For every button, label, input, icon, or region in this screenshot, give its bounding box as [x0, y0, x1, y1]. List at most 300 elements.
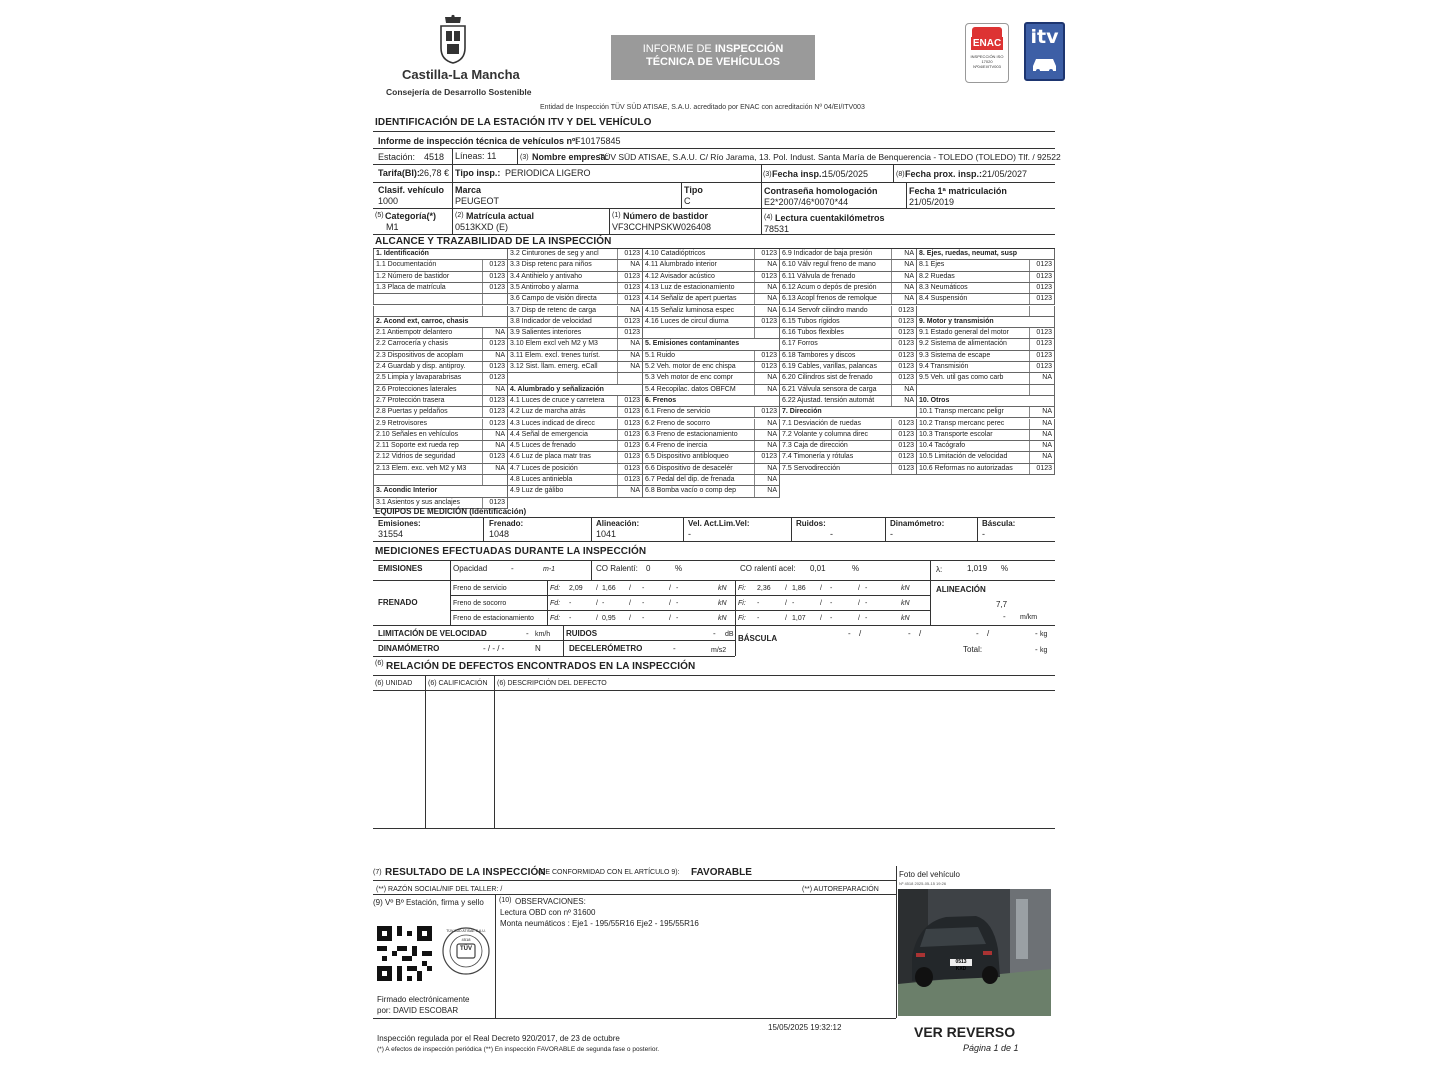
scope-item-value: 0123: [1036, 283, 1052, 291]
scope-item: [508, 362, 643, 373]
scope-value-divider: [891, 249, 892, 260]
scope-item: [373, 373, 508, 384]
scope-item-label: 4.12 Avisador acústico: [645, 272, 715, 280]
banner-text-2: TÉCNICA DE VEHÍCULOS: [645, 56, 781, 68]
brake-separator: /: [820, 585, 822, 592]
scope-item: [508, 260, 643, 271]
regulation-text: Inspección regulada por el Real Decreto 920/2017, de 23 de octubre: [377, 1034, 620, 1043]
homolog-value: E2*2007/46*0070*44: [764, 197, 849, 207]
scope-item-value: 0123: [489, 419, 505, 427]
lines-value: 11: [487, 151, 497, 161]
vin-label: Número de bastidor: [623, 211, 709, 221]
scope-item-label: 3.5 Antirrobo y alarma: [510, 283, 579, 291]
scope-item-value: NA: [767, 283, 777, 291]
brake-fd-value: -: [676, 585, 679, 592]
scope-item: [508, 407, 643, 418]
brake-separator: /: [596, 615, 598, 622]
scope-item: [508, 475, 643, 486]
equipment-title: EQUIPOS DE MEDICIÓN (Identificación): [375, 507, 527, 516]
scope-item-label: 6.1 Freno de servicio: [645, 408, 711, 416]
scope-item-value: 0123: [1036, 351, 1052, 359]
photo-label: Foto del vehículo: [899, 870, 960, 879]
defects-desc-label: (6) DESCRIPCIÓN DEL DEFECTO: [497, 680, 607, 687]
identification-title: IDENTIFICACIÓN DE LA ESTACIÓN ITV Y DEL VEHÍCULO: [375, 117, 652, 128]
scope-value-divider: [754, 407, 755, 418]
scope-value-divider: [617, 373, 618, 384]
itv-logo: [1024, 22, 1065, 81]
scope-item-label: 7.1 Desviación de ruedas: [782, 419, 861, 427]
scope-item-label: 3.7 Disp de retenc de carga: [510, 306, 596, 314]
scope-item: [643, 351, 780, 362]
scope-item-label: 3.3 Disp retenc para niños: [510, 261, 592, 269]
scope-value-divider: [891, 272, 892, 283]
measurements-title: MEDICIONES EFECTUADAS DURANTE LA INSPECCIÓN: [375, 546, 647, 557]
scope-value-divider: [617, 306, 618, 317]
scope-item: [508, 373, 643, 384]
scope-item-value: NA: [1042, 430, 1052, 438]
scope-item-value: NA: [904, 295, 914, 303]
page-number: Página 1 de 1: [963, 1043, 1019, 1053]
scope-value-divider: [754, 441, 755, 452]
scope-item: [508, 317, 643, 328]
scope-item-label: 9.1 Estado general del motor: [919, 329, 1009, 337]
scope-item-value: 0123: [898, 453, 914, 461]
brake-separator: /: [785, 615, 787, 622]
scope-value-divider: [617, 249, 618, 260]
m-decel-label: DECELERÓMETRO: [569, 644, 643, 653]
scope-item: [373, 464, 508, 475]
eq-bascula-value: -: [982, 529, 985, 539]
scope-item: [643, 385, 780, 396]
eq-emisiones-label: Emisiones:: [378, 519, 421, 528]
m-servicio-label: Freno de servicio: [453, 585, 507, 592]
scope-item-label: 4.16 Luces de circul diurna: [645, 317, 729, 325]
scope-item-value: 0123: [1036, 340, 1052, 348]
scope-item-label: 6.18 Tambores y discos: [782, 351, 856, 359]
scope-item-label: 2.9 Retrovisores: [376, 419, 427, 427]
scope-item-label: 2.13 Elem. exc. veh M2 y M3: [376, 464, 467, 472]
scope-item-value: NA: [767, 487, 777, 495]
stamp-top-text: TÜV SÜD ATISAE S.A.U.: [446, 929, 486, 933]
eq-frenado-label: Frenado:: [489, 519, 524, 528]
eq-velocidad-value: -: [688, 529, 691, 539]
scope-item-label: 10.6 Reformas no autorizadas: [919, 464, 1013, 472]
scope-item: [643, 430, 780, 441]
scope-value-divider: [482, 475, 483, 486]
m-limitacion-label: LIMITACIÓN DE VELOCIDAD: [378, 629, 487, 638]
m-bascula-unit: kg: [1040, 631, 1048, 638]
scope-item-label: 6.8 Bomba vacío o comp dep: [645, 487, 737, 495]
scope-value-divider: [482, 373, 483, 384]
brake-fi-value: 1,07: [792, 615, 806, 622]
brake-fd-label: Fd:: [550, 615, 561, 622]
m-total-unit: kg: [1040, 647, 1048, 654]
brake-fd-value: -: [642, 600, 645, 607]
scope-item: [373, 317, 508, 328]
scope-item: [780, 339, 917, 350]
timestamp: 15/05/2025 19:32:12: [768, 1023, 842, 1032]
scope-item-label: 1.3 Placa de matrícula: [376, 283, 446, 291]
scope-item-label: 1.1 Documentación: [376, 261, 437, 269]
scope-value-divider: [754, 351, 755, 362]
stamp-number: 4518: [461, 937, 471, 942]
scope-value-divider: [617, 475, 618, 486]
scope-item-label: 6.10 Válv regul freno de mano: [782, 261, 876, 269]
type-insp-value: PERIODICA LIGERO: [505, 168, 591, 178]
scope-item-label: 6.13 Acopl frenos de remolque: [782, 295, 877, 303]
scope-item-value: 0123: [1036, 261, 1052, 269]
scope-item-label: 9.3 Sistema de escape: [919, 351, 991, 359]
brake-fd-value: -: [569, 600, 572, 607]
vin-ref: (1): [612, 212, 621, 219]
scope-value-divider: [617, 362, 618, 373]
plate-ref: (2): [455, 212, 464, 219]
scope-item-label: 5.1 Ruido: [645, 351, 675, 359]
scope-item-value: 0123: [898, 374, 914, 382]
scope-item: [780, 385, 917, 396]
scope-item-label: 4.11 Alumbrado interior: [645, 261, 717, 269]
scope-value-divider: [891, 419, 892, 430]
scope-value-divider: [617, 351, 618, 362]
lines-label: Líneas:: [455, 151, 485, 161]
scope-item: [917, 294, 1055, 305]
scope-value-divider: [1029, 464, 1030, 475]
m-alineacion-label: ALINEACIÓN: [936, 585, 986, 594]
scope-item-value: 0123: [898, 419, 914, 427]
scope-value-divider: [617, 260, 618, 271]
scope-item: [917, 430, 1055, 441]
brake-fd-value: -: [676, 615, 679, 622]
vin-value: VF3CCHNPSKW026408: [612, 222, 712, 232]
scope-item-label: 5. Emisiones contaminantes: [645, 340, 740, 348]
scope-item: [780, 407, 917, 418]
scope-item: [643, 362, 780, 373]
brake-fi-label: Fi:: [738, 600, 746, 607]
scope-value-divider: [754, 317, 755, 328]
scope-item-value: NA: [767, 261, 777, 269]
scope-value-divider: [617, 317, 618, 328]
scope-value-divider: [482, 306, 483, 317]
scope-item-value: 0123: [489, 283, 505, 291]
enac-crown-icon: [972, 27, 1002, 37]
scope-item: [643, 328, 780, 339]
brake-separator: /: [820, 600, 822, 607]
scope-item-value: NA: [1042, 419, 1052, 427]
scope-value-divider: [1029, 328, 1030, 339]
scope-item-label: 4.10 Catadióptricos: [645, 250, 706, 257]
scope-item: [780, 249, 917, 260]
m-lambda-value: 1,019: [967, 564, 988, 573]
scope-value-divider: [482, 430, 483, 441]
m-total-label: Total:: [963, 645, 983, 654]
m-dinamometro-value: - / - / -: [483, 644, 505, 653]
brake-fi-value: -: [792, 600, 795, 607]
scope-item: [508, 385, 643, 396]
scope-value-divider: [617, 441, 618, 452]
scope-item: [780, 362, 917, 373]
scope-item-label: 1. Identificación: [376, 250, 429, 257]
eq-alineacion-label: Alineación:: [596, 519, 640, 528]
scope-item-label: 9. Motor y transmisión: [919, 317, 994, 325]
scope-item-value: NA: [904, 385, 914, 393]
scope-value-divider: [891, 294, 892, 305]
brake-separator: /: [820, 615, 822, 622]
m-frenado-label: FRENADO: [378, 598, 418, 607]
scope-item-label: 2.6 Protecciones laterales: [376, 385, 457, 393]
scope-value-divider: [617, 283, 618, 294]
scope-item-value: 0123: [898, 317, 914, 325]
scope-item-value: 0123: [489, 363, 505, 370]
scope-value-divider: [1029, 385, 1030, 396]
scope-item: [643, 396, 780, 407]
scope-item: [373, 441, 508, 452]
scope-item-value: NA: [630, 487, 640, 495]
scope-value-divider: [482, 339, 483, 350]
scope-item-value: NA: [767, 295, 777, 303]
m-bascula-sep2: /: [919, 629, 922, 638]
brake-fi-value: -: [865, 600, 868, 607]
scope-value-divider: [754, 452, 755, 463]
scope-item: [643, 486, 780, 497]
enac-label: ENAC: [972, 38, 1002, 49]
scope-item-value: 0123: [624, 442, 640, 450]
scope-value-divider: [482, 464, 483, 475]
scope-item: [917, 452, 1055, 463]
scope-item-label: 6.9 Indicador de baja presión: [782, 250, 873, 257]
scope-item-value: NA: [630, 351, 640, 359]
scope-value-divider: [1029, 272, 1030, 283]
eq-dinamometro-value: -: [890, 529, 893, 539]
scope-item-label: 4.5 Luces de frenado: [510, 442, 576, 450]
marca-value: PEUGEOT: [455, 196, 500, 206]
scope-value-divider: [754, 272, 755, 283]
scope-item: [373, 328, 508, 339]
scope-item-label: 8.3 Neumáticos: [919, 283, 968, 291]
scope-value-divider: [891, 260, 892, 271]
obs-line-1: Lectura OBD con nº 31600: [500, 908, 596, 917]
scope-item-value: NA: [495, 430, 505, 438]
scope-item-value: 0123: [624, 419, 640, 427]
scope-item: [917, 328, 1055, 339]
scope-item-value: 0123: [761, 351, 777, 359]
scope-value-divider: [754, 475, 755, 486]
scope-item-label: 5.2 Veh. motor de enc chispa: [645, 363, 736, 370]
scope-item-value: 0123: [898, 363, 914, 370]
scope-item-value: 0123: [761, 363, 777, 370]
scope-item: [917, 339, 1055, 350]
scope-item: [780, 328, 917, 339]
scope-value-divider: [891, 362, 892, 373]
scope-item-label: 10.1 Transp mercanc peligr: [919, 408, 1004, 416]
scope-item: [643, 419, 780, 430]
scope-item-value: 0123: [489, 374, 505, 382]
scope-item-label: 9.4 Transmisión: [919, 363, 969, 370]
scope-item-value: 0123: [761, 317, 777, 325]
scope-item-label: 3.12 Sist. llam. emerg. eCall: [510, 363, 598, 370]
scope-item: [917, 362, 1055, 373]
scope-item-value: 0123: [1036, 295, 1052, 303]
scope-item-value: NA: [630, 340, 640, 348]
scope-item: [917, 373, 1055, 384]
scope-item-label: 2.3 Dispositivos de acoplam: [376, 351, 464, 359]
scope-item-value: 0123: [489, 396, 505, 404]
scope-item-label: 6.4 Freno de inercia: [645, 442, 708, 450]
scope-value-divider: [754, 249, 755, 260]
m-opacidad-unit: m-1: [543, 566, 556, 573]
scope-item-value: 0123: [624, 408, 640, 416]
scope-value-divider: [1029, 419, 1030, 430]
scope-item-value: 0123: [1036, 464, 1052, 472]
scope-item-label: 4.14 Señaliz de apert puertas: [645, 295, 737, 303]
scope-item: [508, 328, 643, 339]
scope-item: [373, 475, 508, 486]
clasif-label: Clasif. vehículo: [378, 185, 445, 195]
scope-item-value: 0123: [624, 329, 640, 337]
scope-item-value: NA: [1042, 408, 1052, 416]
scope-item-label: 10.5 Limitación de velocidad: [919, 453, 1008, 461]
eq-emisiones-value: 31554: [378, 529, 404, 539]
scope-value-divider: [617, 272, 618, 283]
scope-item: [917, 249, 1055, 260]
scope-item: [643, 339, 780, 350]
region-coat-of-arms: [436, 14, 470, 64]
brake-fd-value: 2,09: [569, 585, 583, 592]
scope-item-value: 0123: [624, 295, 640, 303]
tariff-label: Tarifa(BI):: [378, 168, 420, 178]
company-ref: (3): [520, 154, 529, 161]
brake-fi-value: -: [757, 600, 760, 607]
defects-ref: (6): [375, 660, 384, 667]
m-emisiones-label: EMISIONES: [378, 564, 423, 573]
scope-value-divider: [1029, 260, 1030, 271]
m-co-unit: %: [675, 564, 683, 573]
scope-item: [643, 249, 780, 260]
scope-item: [373, 385, 508, 396]
scope-item: [780, 272, 917, 283]
defects-unidad-label: (6) UNIDAD: [375, 680, 413, 687]
obs-line-2: Monta neumáticos : Eje1 - 195/55R16 Eje2 - 195/55R16: [500, 919, 699, 928]
scope-item: [917, 441, 1055, 452]
m-lambda-label: λ:: [936, 565, 943, 574]
brake-separator: /: [596, 585, 598, 592]
scope-item-value: 0123: [624, 453, 640, 461]
scope-item-value: 0123: [898, 329, 914, 337]
scope-item-label: 2.5 Limpia y lavaparabrisas: [376, 374, 462, 382]
m-lambda-unit: %: [1001, 564, 1009, 573]
scope-item-label: 2.1 Antiempotr delantero: [376, 329, 453, 337]
scope-value-divider: [891, 430, 892, 441]
measurements-block: [373, 560, 1055, 656]
scope-item: [917, 419, 1055, 430]
scope-item-label: 6.6 Dispositivo de desacelér: [645, 464, 733, 472]
brake-fi-value: 1,86: [792, 585, 806, 592]
scope-item-value: 0123: [624, 272, 640, 280]
photo-small: Nº 4518 2025-05-15 19:26: [899, 881, 947, 886]
scope-item: [917, 464, 1055, 475]
scope-item: [780, 464, 917, 475]
scope-item: [373, 339, 508, 350]
scope-value-divider: [891, 351, 892, 362]
ver-reverso: VER REVERSO: [914, 1024, 1016, 1040]
scope-item: [780, 260, 917, 271]
scope-item-value: 0123: [898, 464, 914, 472]
scope-item-value: 0123: [898, 306, 914, 314]
brake-fd-value: -: [642, 585, 645, 592]
m-co-acel-value: 0,01: [810, 564, 826, 573]
scope-item-label: 8.2 Ruedas: [919, 272, 955, 280]
brake-fd-value: -: [602, 600, 605, 607]
brake-fi-value: -: [830, 600, 833, 607]
scope-item-value: NA: [495, 464, 505, 472]
scope-value-divider: [617, 328, 618, 339]
tipo-value: C: [684, 196, 691, 206]
scope-item: [373, 306, 508, 317]
cat-value: M1: [386, 222, 399, 232]
scope-item-value: 0123: [898, 442, 914, 450]
scope-value-divider: [617, 407, 618, 418]
scope-value-divider: [754, 464, 755, 475]
result-note: (DE CONFORMIDAD CON EL ARTÍCULO 9):: [538, 869, 680, 876]
brake-separator: /: [858, 585, 860, 592]
km-label: Lectura cuentakilómetros: [775, 213, 885, 223]
scope-item: [780, 351, 917, 362]
scope-value-divider: [754, 260, 755, 271]
scope-value-divider: [482, 385, 483, 396]
km-value: 78531: [764, 224, 790, 234]
tariff-value: 26,78 €: [419, 168, 450, 178]
eq-ruidos-label: Ruidos:: [796, 519, 826, 528]
scope-item-label: 4.1 Luces de cruce y carretera: [510, 396, 605, 404]
brake-separator: /: [785, 600, 787, 607]
marca-label: Marca: [455, 185, 482, 195]
m-alineacion-unit: m/km: [1020, 614, 1038, 621]
date-insp-ref: (3): [763, 171, 772, 178]
scope-item-label: 5.3 Veh motor de enc compr: [645, 374, 733, 382]
m-decel-unit: m/s2: [711, 647, 727, 654]
scope-item-value: 0123: [624, 464, 640, 472]
scope-item-value: 0123: [1036, 329, 1052, 337]
scope-item-label: 3.9 Salientes interiores: [510, 329, 582, 337]
scope-value-divider: [617, 396, 618, 407]
scope-item-value: 0123: [624, 396, 640, 404]
scope-value-divider: [891, 306, 892, 317]
m-socorro-label: Freno de socorro: [453, 600, 507, 607]
scope-item: [643, 317, 780, 328]
scope-value-divider: [891, 452, 892, 463]
scope-item-label: 7.5 Servodirección: [782, 464, 840, 472]
station-label: Estación:: [378, 152, 416, 162]
m-bascula-label: BÁSCULA: [738, 634, 778, 643]
brake-fi-unit: kN: [901, 585, 910, 592]
scope-item: [508, 294, 643, 305]
scope-value-divider: [1029, 306, 1030, 317]
scope-item: [643, 283, 780, 294]
scope-item-label: 4.13 Luz de estacionamiento: [645, 283, 735, 291]
scope-item-value: 0123: [489, 498, 505, 506]
brake-fi-value: -: [830, 615, 833, 622]
scope-value-divider: [482, 407, 483, 418]
scope-item: [508, 339, 643, 350]
scope-item: [373, 430, 508, 441]
m-alineacion-value2: -: [1003, 612, 1006, 621]
vehicle-photo-image: [898, 889, 1051, 1016]
brake-separator: /: [858, 600, 860, 607]
scope-value-divider: [1029, 294, 1030, 305]
brake-fd-value: 0,95: [602, 615, 616, 622]
scope-value-divider: [617, 430, 618, 441]
scope-value-divider: [482, 351, 483, 362]
scope-item-label: 4.6 Luz de placa matr tras: [510, 453, 591, 461]
